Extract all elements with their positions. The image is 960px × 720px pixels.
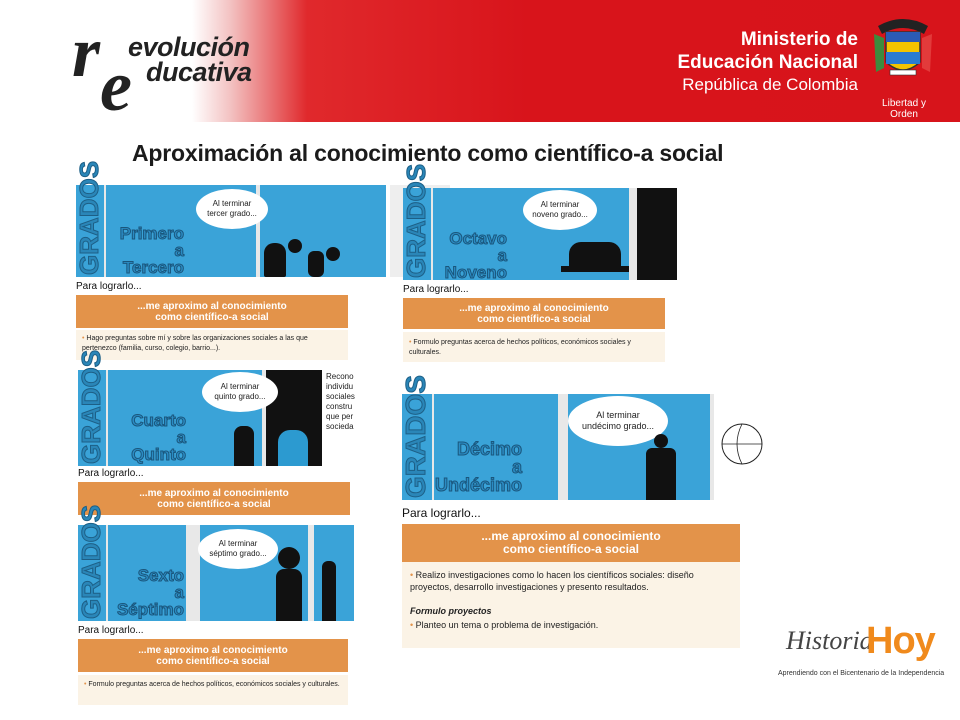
speech-bubble: Al terminar séptimo grado... xyxy=(198,529,278,569)
crest-caption: Libertad y Orden xyxy=(882,98,926,120)
bullet-content: Realizo investigaciones como lo hacen los científicos sociales: diseño proyectos, desarrollo investigaciones y presento resultados. xyxy=(410,570,694,592)
header-banner xyxy=(0,0,960,126)
logo-word-revolucion: evolución xyxy=(128,32,250,62)
bullet-text xyxy=(76,330,348,360)
side-text: Recono individu sociales constru que per socieda xyxy=(326,372,355,431)
grados-strip xyxy=(400,375,432,500)
logo-word-educativa: ducativa xyxy=(146,57,252,87)
grados-strip xyxy=(76,349,106,466)
bullet-content: Planteo un tema o problema de investigación. xyxy=(415,620,599,630)
grade-card-decimo-undecimo xyxy=(400,375,740,648)
speech-bubble: Al terminar noveno grado... xyxy=(523,190,597,230)
dark-panel xyxy=(637,188,677,280)
grade-card-primero-tercero xyxy=(74,160,348,360)
table-silhouette xyxy=(561,266,629,272)
child-silhouette xyxy=(264,243,286,277)
card-illustration xyxy=(401,163,665,282)
grade-card-cuarto-quinto xyxy=(76,349,355,516)
orange-heading: ...me aproximo al conocimiento como científico-a social xyxy=(78,639,348,672)
page-title: Aproximación al conocimiento como científico-a social xyxy=(132,140,724,166)
grade-range-label: Octavo a Noveno xyxy=(444,229,507,282)
globe-icon xyxy=(720,418,746,470)
bullet-dot-icon: • xyxy=(84,681,89,688)
para-lograrlo-label: Para lograrlo... xyxy=(402,506,481,520)
colombia-coat-of-arms-icon xyxy=(868,12,938,86)
card-illustration xyxy=(76,504,348,621)
child-head-silhouette xyxy=(288,239,302,253)
historia-hoy-logo xyxy=(770,620,945,686)
grados-label: GRADOS xyxy=(76,349,106,464)
ministry-line-2: Educación Nacional xyxy=(677,52,858,73)
ministry-line-3: República de Colombia xyxy=(682,75,858,94)
grade-range-label: Primero a Tercero xyxy=(119,224,184,277)
logo-letter-e: e xyxy=(100,46,132,126)
student-head-silhouette xyxy=(278,547,300,569)
grados-strip xyxy=(401,163,431,280)
grados-label: GRADOS xyxy=(76,504,106,619)
orange-heading: ...me aproximo al conocimiento como científico-a social xyxy=(78,482,350,515)
card-illustration xyxy=(400,375,740,500)
student-silhouette xyxy=(322,561,336,621)
orange-heading: ...me aproximo al conocimiento como científico-a social xyxy=(403,298,665,329)
grados-strip xyxy=(74,160,104,277)
card-illustration xyxy=(74,160,348,277)
grados-label: GRADOS xyxy=(74,160,104,275)
grados-label: GRADOS xyxy=(400,375,431,498)
bullet-content: Hago preguntas sobre mí y sobre las organizaciones sociales a las que pertenezco (familia, curso, colegio, barrio...). xyxy=(82,335,308,352)
speech-bubble: Al terminar tercer grado... xyxy=(196,189,268,229)
orange-heading: ...me aproximo al conocimiento como científico-a social xyxy=(76,295,348,328)
hoy-word: Hoy xyxy=(866,620,935,662)
para-lograrlo-label: Para lograrlo... xyxy=(403,284,469,295)
grade-range-label: Cuarto a Quinto xyxy=(131,411,186,464)
speaker-head-silhouette xyxy=(654,434,668,448)
orange-heading: ...me aproximo al conocimiento como científico-a social xyxy=(402,524,740,562)
bullet-dot-icon: • xyxy=(410,570,416,580)
card-illustration xyxy=(76,349,355,466)
students-silhouette xyxy=(569,242,621,268)
child-silhouette xyxy=(234,426,254,466)
subheading: Formulo proyectos xyxy=(410,606,492,616)
para-lograrlo-label: Para lograrlo... xyxy=(78,625,144,636)
grade-card-octavo-noveno xyxy=(401,163,665,362)
bullet-text xyxy=(402,562,740,648)
child-head-silhouette xyxy=(326,247,340,261)
bullet-dot-icon: • xyxy=(409,339,414,346)
bullet-dot-icon: • xyxy=(410,620,416,630)
grade-range-label: Décimo a Undécimo xyxy=(434,439,522,495)
bullet-content: Formulo preguntas acerca de hechos políticos, económicos sociales y culturales. xyxy=(409,339,631,356)
para-lograrlo-label: Para lograrlo... xyxy=(76,281,142,292)
historia-tagline: Aprendiendo con el Bicentenario de la Independencia xyxy=(778,670,945,677)
bullet-text xyxy=(403,332,665,362)
historia-word: Historia xyxy=(786,626,873,655)
bullet-content: Formulo preguntas acerca de hechos políticos, económicos sociales y culturales. xyxy=(88,681,340,688)
speech-bubble: Al terminar undécimo grado... xyxy=(568,396,668,446)
logo-letter-r: r xyxy=(72,12,101,92)
student-silhouette xyxy=(276,569,302,621)
grados-label: GRADOS xyxy=(401,163,431,278)
ministry-line-1: Ministerio de xyxy=(740,29,858,50)
grade-range-label: Sexto a Séptimo xyxy=(116,566,184,619)
revolucion-educativa-logo xyxy=(72,12,272,126)
speech-bubble: Al terminar quinto grado... xyxy=(202,372,278,412)
grados-strip xyxy=(76,504,106,621)
grade-card-sexto-septimo xyxy=(76,504,348,705)
child-silhouette xyxy=(278,430,308,466)
bullet-text xyxy=(78,675,348,705)
para-lograrlo-label: Para lograrlo... xyxy=(78,468,144,479)
ministry-name xyxy=(677,28,858,96)
podium-silhouette xyxy=(646,448,676,500)
bullet-dot-icon: • xyxy=(82,335,87,342)
child-silhouette xyxy=(308,251,324,277)
